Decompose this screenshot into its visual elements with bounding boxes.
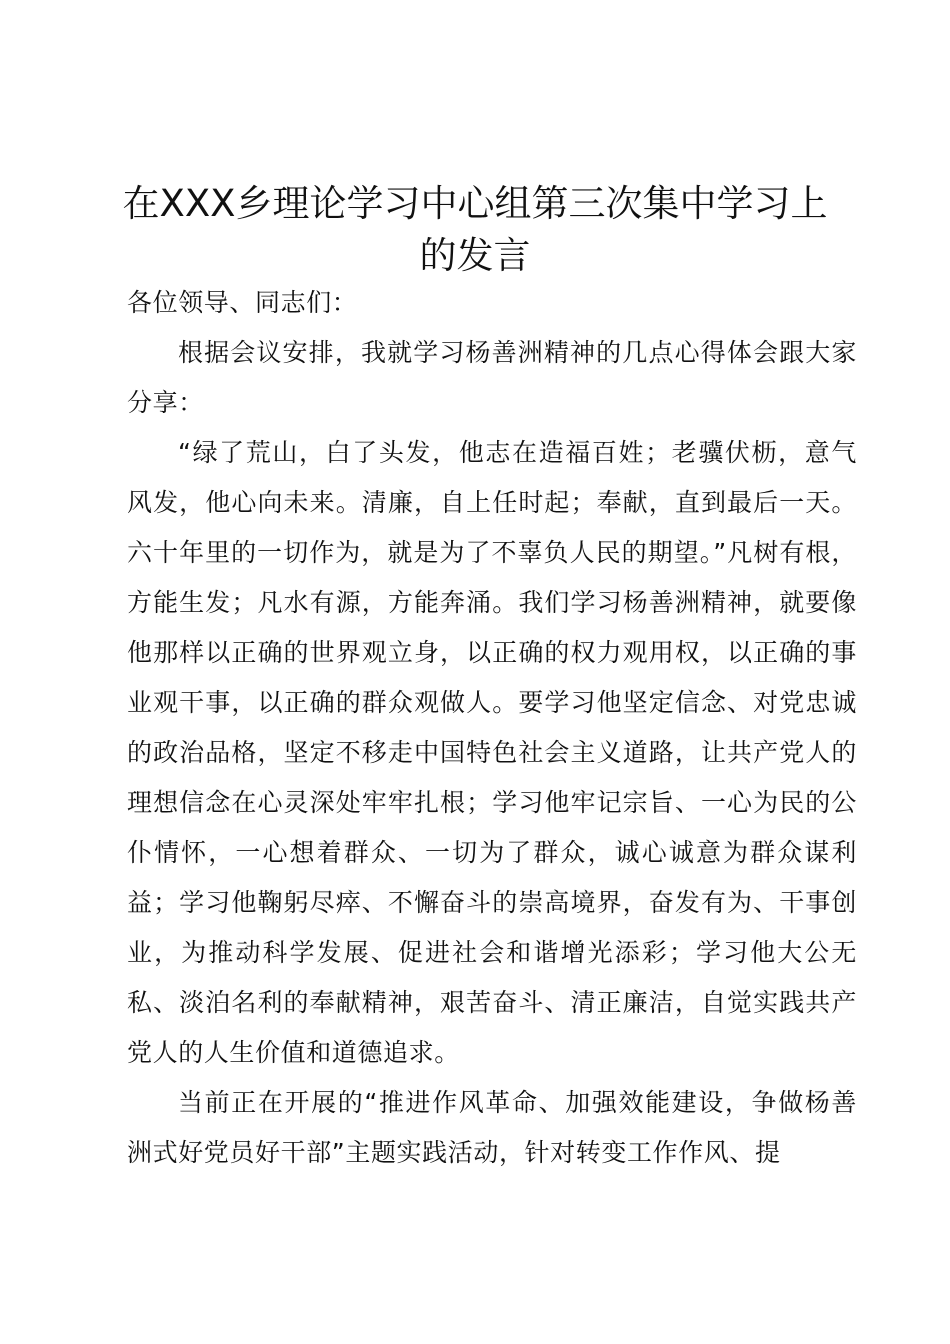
title-line-2: 的发言 bbox=[419, 234, 531, 277]
document-body bbox=[127, 278, 857, 1178]
document-title bbox=[120, 178, 830, 282]
paragraph-1: 根据会议安排，我就学习杨善洲精神的几点心得体会跟大家分享： bbox=[127, 338, 857, 417]
salutation: 各位领导、同志们： bbox=[127, 288, 358, 317]
paragraph-2: “绿了荒山，白了头发，他志在造福百姓；老骥伏枥，意气风发，他心向未来。清廉，自上任时起；奉献，直到最后一天。六十年里的一切作为，就是为了不辜负人民的期望。”凡树有根，方能生发；凡水有源，方能奔涌。我们学习杨善洲精神，就要像他那样以正确的世界观立身，以正确的权力观用权，以正确的事业观干事，以正确的群众观做人。要学习他坚定信念、对党忠诚的政治品格，坚定不移走中国特色社会主义道路，让共产党人的理想信念在心灵深处牢牢扎根；学习他牢记宗旨、一心为民的公仆情怀，一心想着群众、一切为了群众，诚心诚意为群众谋利益；学习他鞠躬尽瘁、不懈奋斗的崇高境界，奋发有为、干事创业，为推动科学发展、促进社会和谐增光添彩；学习他大公无私、淡泊名利的奉献精神，艰苦奋斗、清正廉洁，自觉实践共产党人的人生价值和道德追求。 bbox=[127, 438, 857, 1067]
paragraph-3: 当前正在开展的“推进作风革命、加强效能建设，争做杨善洲式好党员好干部”主题实践活动，针对转变工作作风、提 bbox=[127, 1088, 857, 1167]
title-line-1: 在XXX乡理论学习中心组第三次集中学习上 bbox=[122, 182, 828, 225]
